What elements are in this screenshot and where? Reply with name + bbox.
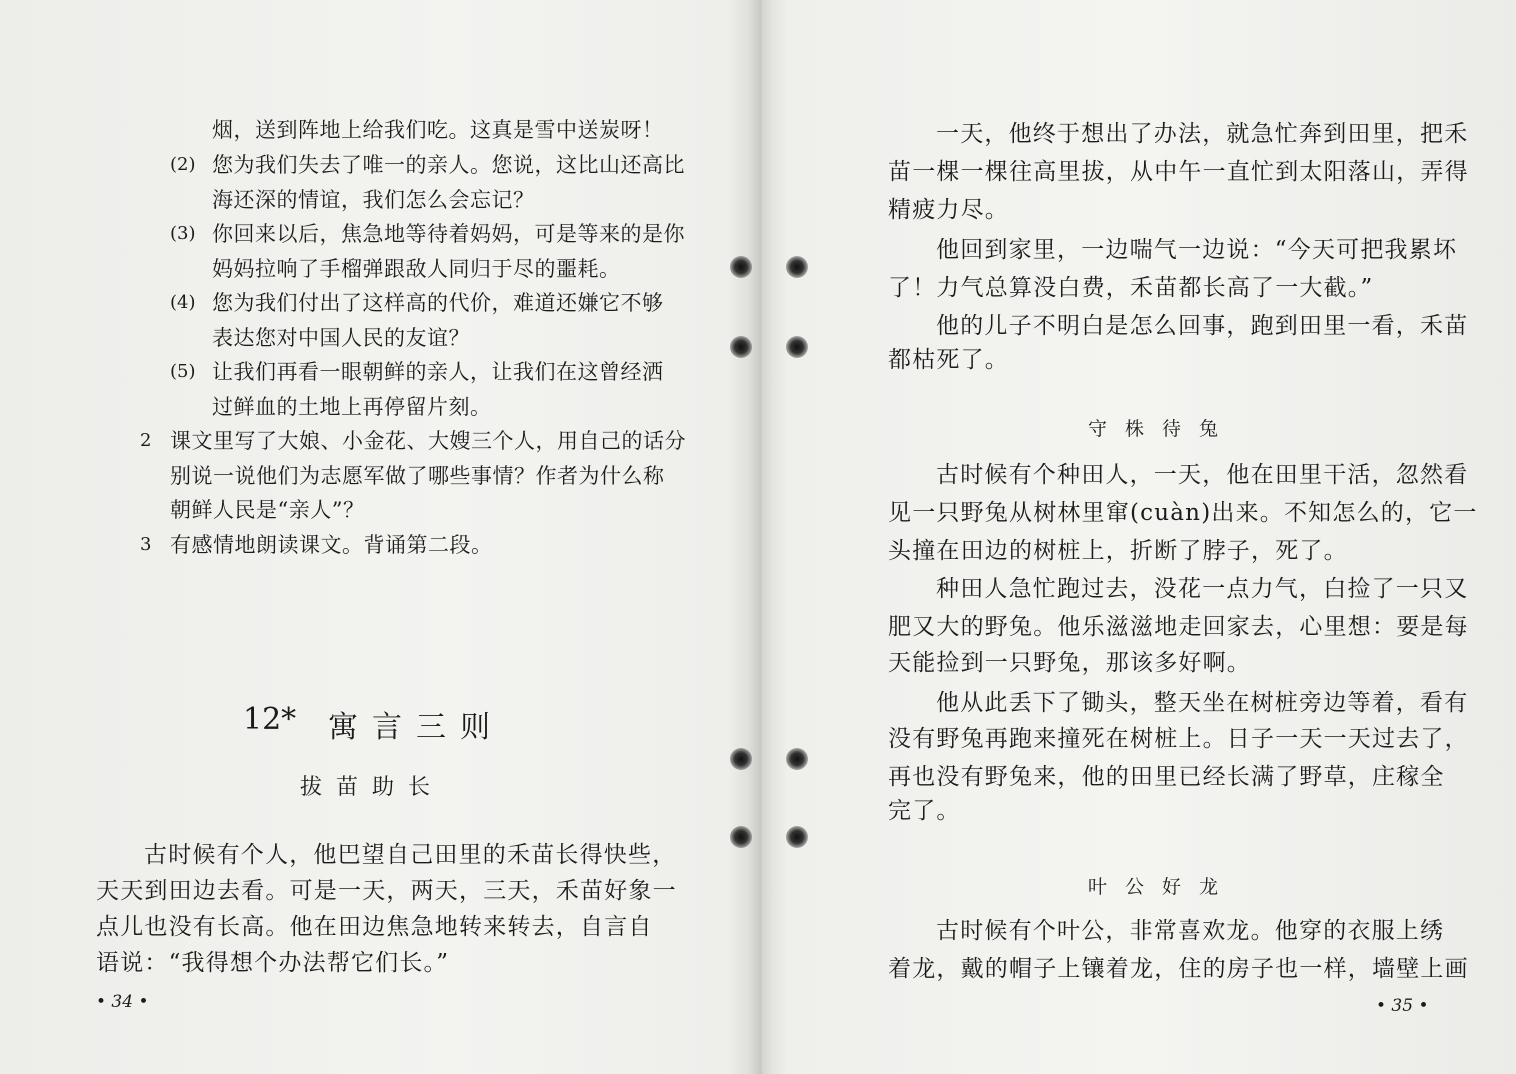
story-paragraph-line: 都枯死了。 [888, 347, 1009, 373]
story-paragraph-line: 点儿也没有长高。他在田边焦急地转来转去，自言自 [96, 914, 653, 940]
exercise-line: 海还深的情谊，我们怎么会忘记？ [212, 188, 535, 212]
exercise-line: 妈妈拉响了手榴弹跟敌人同归于尽的噩耗。 [212, 257, 621, 281]
story-paragraph-line: 天天到田边去看。可是一天，两天，三天，禾苗好象一 [96, 878, 677, 904]
story-paragraph-line: 苗一棵一棵往高里拔，从中午一直忙到太阳落山，弄得 [888, 159, 1469, 185]
story-paragraph-line: 种田人急忙跑过去，没花一点力气，白捡了一只又 [936, 576, 1469, 602]
exercise-number: 3 [140, 534, 152, 555]
story-paragraph-line: 天能捡到一只野兔，那该多好啊。 [888, 650, 1251, 676]
story-paragraph-line: 完了。 [888, 798, 961, 824]
story-paragraph-line: 一天，他终于想出了办法，就急忙奔到田里，把禾 [936, 121, 1469, 147]
sub-item-number: (5) [170, 361, 196, 382]
story-paragraph-line: 古时候有个种田人，一天，他在田里干活，忽然看 [936, 462, 1469, 488]
exercise-line: 过鲜血的土地上再停留片刻。 [212, 395, 492, 419]
page-number: • 35 • [1376, 996, 1429, 1016]
story-paragraph-line: 他从此丢下了锄头，整天坐在树桩旁边等着，看有 [936, 690, 1469, 716]
story-title: 守株待兔 [1088, 418, 1237, 440]
sub-item-number: (2) [170, 154, 196, 175]
story-paragraph-line: 精疲力尽。 [888, 197, 1009, 223]
story-paragraph-line: 再也没有野兔来，他的田里已经长满了野草，庄稼全 [888, 764, 1445, 790]
exercise-number: 2 [140, 430, 152, 451]
story-paragraph-line: 他的儿子不明白是怎么回事，跑到田里一看，禾苗 [936, 313, 1469, 339]
story-paragraph-line: 头撞在田边的树桩上，折断了脖子，死了。 [888, 538, 1348, 564]
exercise-line: 有感情地朗读课文。背诵第二段。 [170, 533, 493, 557]
story-paragraph-line: 没有野兔再跑来撞死在树桩上。日子一天一天过去了， [888, 726, 1469, 752]
page-number: • 34 • [96, 992, 149, 1012]
story-paragraph-line: 肥又大的野兔。他乐滋滋地走回家去，心里想：要是每 [888, 614, 1469, 640]
story-paragraph-line: 古时候有个叶公，非常喜欢龙。他穿的衣服上绣 [936, 918, 1445, 944]
exercise-line: 您为我们付出了这样高的代价，难道还嫌它不够 [212, 291, 664, 315]
story-paragraph-line: 见一只野兔从树林里窜(cuàn)出来。不知怎么的，它一 [888, 500, 1478, 526]
story-paragraph-line: 语说：“我得想个办法帮它们长。” [96, 950, 450, 976]
story-paragraph-line: 了！力气总算没白费，禾苗都长高了一大截。” [888, 275, 1374, 301]
exercise-line: 您为我们失去了唯一的亲人。您说，这比山还高比 [212, 153, 685, 177]
exercise-line: 别说一说他们为志愿军做了哪些事情？作者为什么称 [170, 464, 665, 488]
sub-item-number: (4) [170, 292, 196, 313]
lesson-title: 寓言三则 [328, 710, 504, 745]
exercise-line: 表达您对中国人民的友谊？ [212, 326, 470, 350]
exercise-line: 课文里写了大娘、小金花、大嫂三个人，用自己的话分 [170, 429, 686, 453]
story-paragraph-line: 古时候有个人，他巴望自己田里的禾苗长得快些， [144, 842, 677, 868]
exercise-line: 让我们再看一眼朝鲜的亲人，让我们在这曾经洒 [212, 360, 664, 384]
right-page [770, 0, 1516, 1074]
lesson-number: 12* [243, 702, 297, 737]
sub-item-number: (3) [170, 223, 196, 244]
story-paragraph-line: 他回到家里，一边喘气一边说：“今天可把我累坏 [936, 237, 1458, 263]
exercise-line: 烟，送到阵地上给我们吃。这真是雪中送炭呀！ [212, 118, 664, 142]
story-title: 拔苗助长 [300, 775, 445, 800]
story-title: 叶公好龙 [1088, 876, 1237, 898]
exercise-line: 朝鲜人民是“亲人”？ [170, 498, 365, 522]
exercise-line: 你回来以后，焦急地等待着妈妈，可是等来的是你 [212, 222, 685, 246]
story-paragraph-line: 着龙，戴的帽子上镶着龙，住的房子也一样，墙壁上画 [888, 956, 1469, 982]
